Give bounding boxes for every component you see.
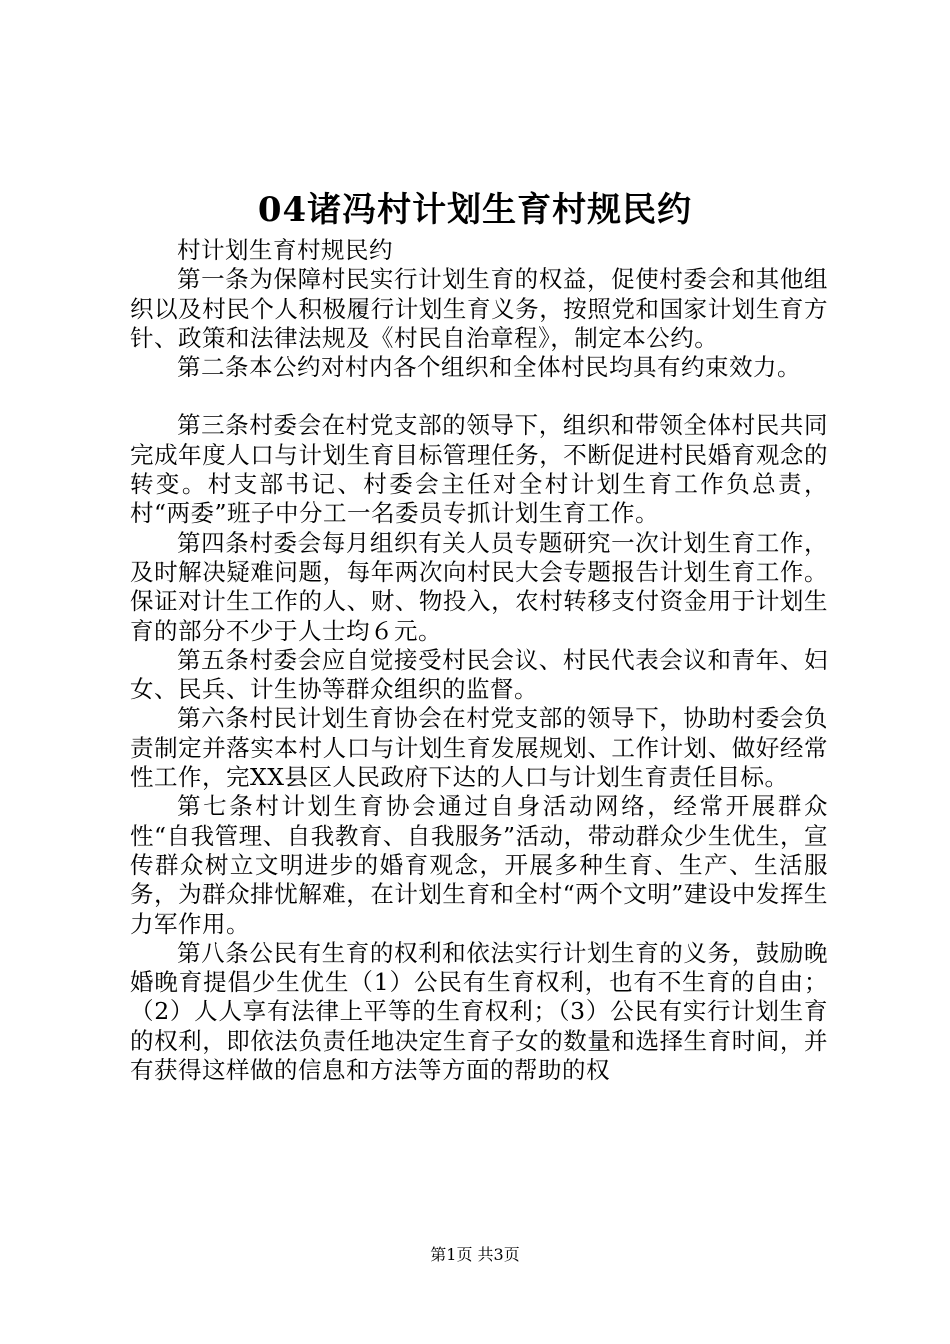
paragraph-article-7: 第七条村计划生育协会通过自身活动网络，经常开展群众性“自我管理、自我教育、自我服务”活动，带动群众少生优生，宣传群众树立文明进步的婚育观念，开展多种生育、生产、生活服务，为群众排忧解难，在计划生育和全村“两个文明”建设中发挥生力军作用。 (130, 792, 828, 938)
paragraph-article-2: 第二条本公约对村内各个组织和全体村民均具有约束效力。 (177, 353, 801, 382)
paragraph-article-5: 第五条村委会应自觉接受村民会议、村民代表会议和青年、妇女、民兵、计生协等群众组织的监督。 (130, 645, 828, 704)
paragraph-subtitle: 村计划生育村规民约 (177, 236, 393, 264)
paragraph-article-3: 第三条村委会在村党支部的领导下，组织和带领全体村民共同完成年度人口与计划生育目标管理任务，不断促进村民婚育观念的转变。村支部书记、村委会主任对全村计划生育工作负总责，村“两委”班子中分工一名委员专抓计划生育工作。 (130, 411, 828, 528)
paragraph-article-1: 第一条为保障村民实行计划生育的权益，促使村委会和其他组织以及村民个人积极履行计划生育义务，按照党和国家计划生育方针、政策和法律法规及《村民自治章程》，制定本公约。 (130, 265, 828, 352)
document-body (130, 236, 828, 1085)
paragraph-article-4: 第四条村委会每月组织有关人员专题研究一次计划生育工作，及时解决疑难问题，每年两次向村民大会专题报告计划生育工作。保证对计生工作的人、财、物投入，农村转移支付资金用于计划生育的部分不少于人士均６元。 (130, 528, 828, 645)
paragraph-article-6: 第六条村民计划生育协会在村党支部的领导下，协助村委会负责制定并落实本村人口与计划生育发展规划、工作计划、做好经常性工作，完XX县区人民政府下达的人口与计划生育责任目标。 (130, 704, 828, 792)
document-title: 04诸冯村计划生育村规民约 (257, 190, 693, 230)
paragraph-article-8: 第八条公民有生育的权利和依法实行计划生育的义务，鼓励晚婚晚育提倡少生优生（1）公民有生育权利，也有不生育的自由；（2）人人享有法律上平等的生育权利；（3）公民有实行计划生育的权利，即依法负责任地决定生育子女的数量和选择生育时间，并有获得这样做的信息和方法等方面的帮助的权 (130, 938, 828, 1085)
page-footer: 第1页 共3页 (430, 1245, 520, 1264)
